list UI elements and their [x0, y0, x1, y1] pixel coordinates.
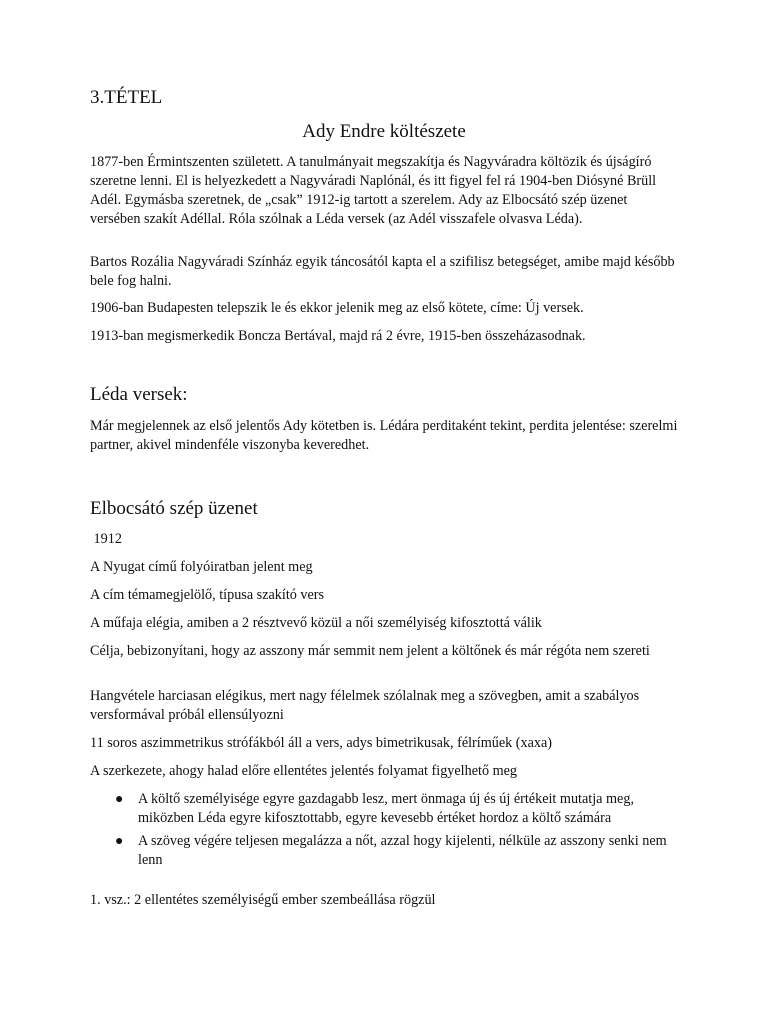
- bio-paragraph-4: 1913-ban megismerkedik Boncza Bertával, majd rá 2 évre, 1915-ben összeházasodnak.: [90, 328, 586, 344]
- elbocsato-line-7: A szerkezete, ahogy halad előre ellentétes jelentés folyamat figyelhető meg: [90, 763, 518, 779]
- elbocsato-line-1: A Nyugat című folyóiratban jelent meg: [90, 559, 313, 575]
- bio-paragraph-1: 1877-ben Érmintszenten született. A tanulmányait megszakítja és Nagyváradra költözik és újságíró szeretne lenni. El is helyezkedett a Nagyváradi Naplónál, és itt figyel fel rá 1904-ben Diósyné Brüll Adél. Egymásba szeretnek, de „csak” 1912-ig tartott a szerelem. Ady az Elbocsátó szép üzenet versében szakít Adéllal. Róla szólnak a Léda versek (az Adél visszafele olvasva Léda).: [90, 154, 657, 227]
- list-item: [90, 790, 680, 828]
- elbocsato-line-4: Célja, bebizonyítani, hogy az asszony már semmit nem jelent a költőnek és már régóta nem szereti: [90, 643, 650, 659]
- list-item: [90, 832, 680, 870]
- leda-heading: Léda versek:: [90, 384, 188, 405]
- bullet-icon: ●: [115, 834, 124, 849]
- elbocsato-line-6: 11 soros aszimmetrikus strófákból áll a vers, adys bimetrikusak, félríműek (xaxa): [90, 735, 553, 751]
- elbocsato-line-5: Hangvétele harciasan elégikus, mert nagy félelmek szólalnak meg a szövegben, amit a szabályos versformával próbál ellensúlyozni: [90, 688, 640, 723]
- elbocsato-year: 1912: [90, 531, 122, 547]
- elbocsato-line-2: A cím témamegjelölő, típusa szakító vers: [90, 587, 325, 603]
- elbocsato-heading: Elbocsátó szép üzenet: [90, 498, 258, 519]
- bio-paragraph-3: 1906-ban Budapesten telepszik le és ekkor jelenik meg az első kötete, címe: Új versek.: [90, 300, 584, 316]
- bullet-text-2: A szöveg végére teljesen megalázza a nőt, azzal hogy kijelenti, nélküle az asszony senki nem lenn: [138, 833, 667, 868]
- section-number-heading: 3.TÉTEL: [90, 87, 163, 108]
- bio-paragraph-2: Bartos Rozália Nagyváradi Színház egyik táncosától kapta el a szifilisz betegséget, amibe majd később bele fog halni.: [90, 254, 675, 289]
- bullet-icon: ●: [115, 792, 124, 807]
- page-title: Ady Endre költészete: [302, 121, 466, 142]
- bullet-text-1: A költő személyisége egyre gazdagabb lesz, mert önmaga új és új értékeit mutatja meg, miközben Léda egyre kifosztottabb, egyre kevesebb értéket hordoz a költő számára: [138, 791, 634, 826]
- structure-bullet-list: [90, 790, 680, 874]
- leda-paragraph: Már megjelennek az első jelentős Ady kötetben is. Lédára perditaként tekint, perdita jelentése: szerelmi partner, akivel mindenféle viszonyba keveredhet.: [90, 418, 678, 453]
- stanza-note: 1. vsz.: 2 ellentétes személyiségű ember szembeállása rögzül: [90, 892, 436, 908]
- elbocsato-line-3: A műfaja elégia, amiben a 2 résztvevő közül a női személyiség kifosztottá válik: [90, 615, 542, 631]
